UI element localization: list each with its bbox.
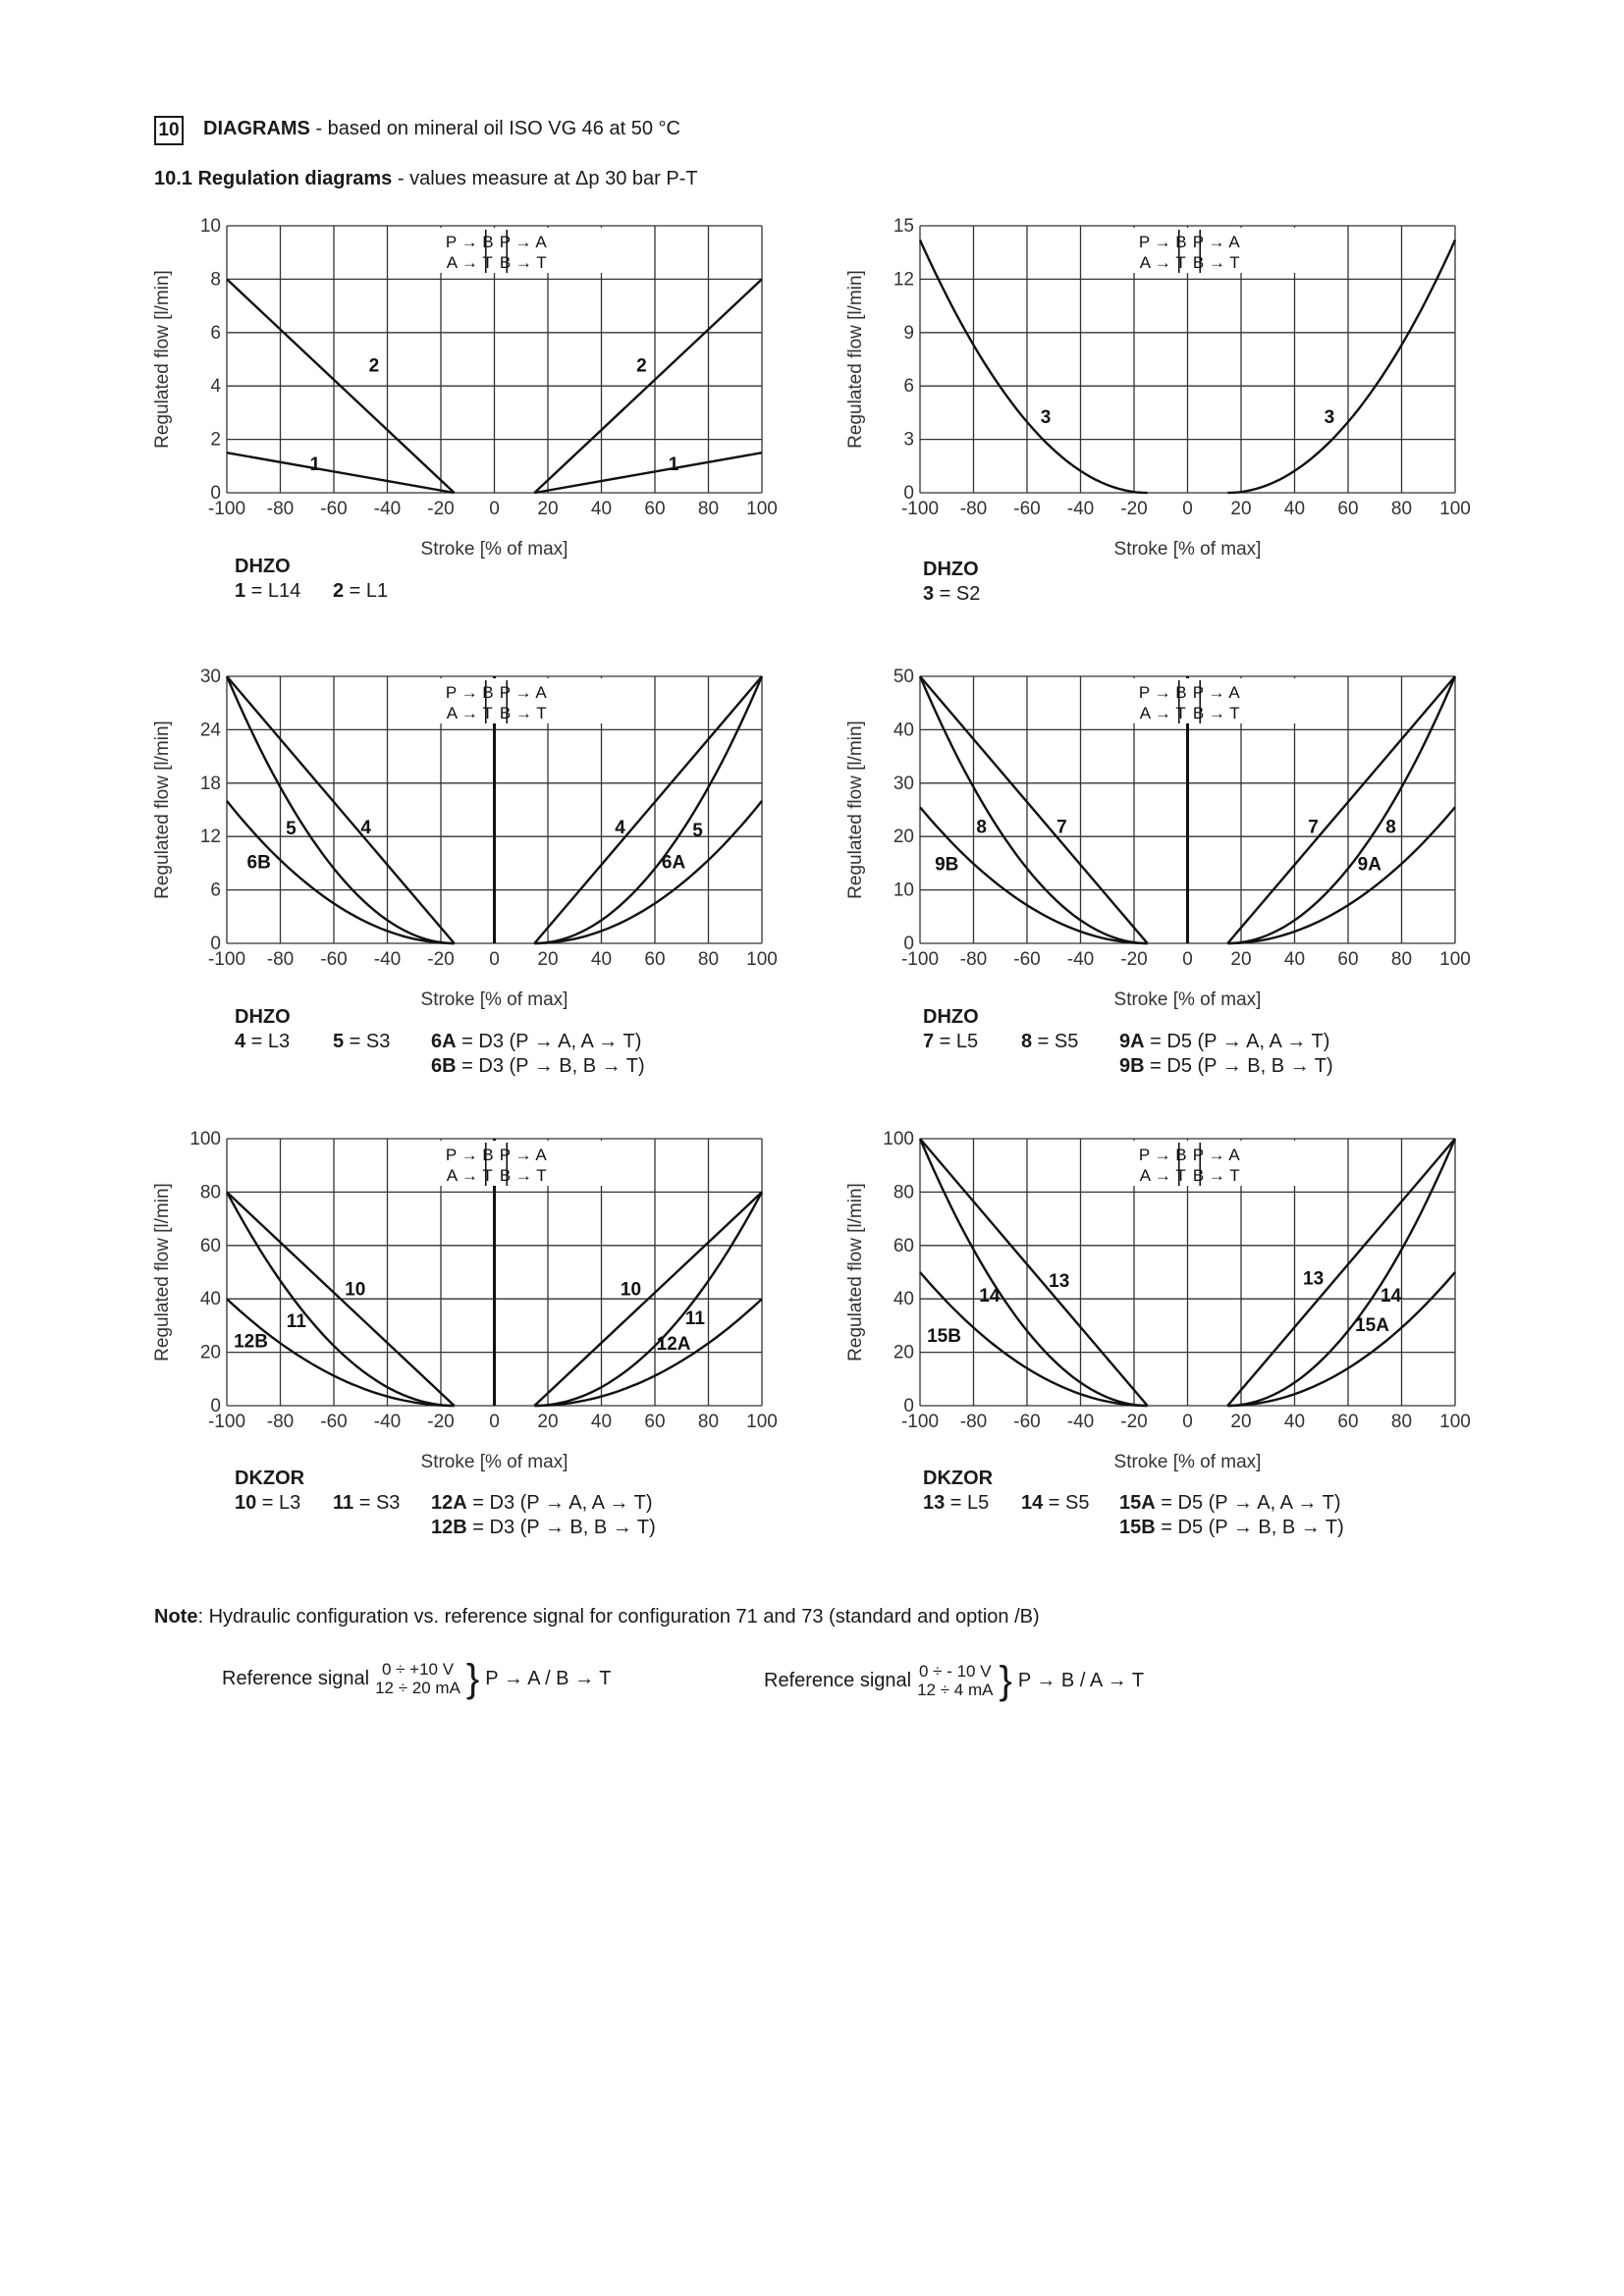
y-axis-label: Regulated flow [l/min]	[152, 721, 173, 899]
x-tick-label: -40	[373, 1412, 402, 1432]
legend-row	[923, 1054, 1333, 1079]
legend-model: DHZO	[923, 1006, 979, 1028]
reference-signal-a-current: 12 ÷ 20 mA	[375, 1679, 460, 1697]
y-axis-label: Regulated flow [l/min]	[845, 270, 866, 449]
section-title	[203, 118, 680, 140]
y-tick-labels	[893, 216, 914, 504]
y-tick-label: 20	[893, 1342, 914, 1363]
y-tick-label: 30	[893, 773, 914, 794]
y-tick-label: 9	[903, 322, 914, 344]
y-tick-labels	[200, 667, 222, 954]
legend-row	[235, 579, 389, 604]
curve-label-7: 7	[1308, 817, 1319, 838]
legend-model: DKZOR	[235, 1468, 305, 1489]
y-tick-labels	[200, 216, 222, 504]
x-tick-label: -40	[1066, 949, 1095, 970]
direction-b-to-t: B → T	[1192, 704, 1240, 722]
x-tick-label: -100	[207, 1412, 246, 1432]
y-tick-label: 12	[199, 827, 221, 848]
x-tick-label: -80	[266, 499, 295, 519]
y-tick-label: 100	[189, 1129, 221, 1149]
regulation-chart-2	[832, 206, 1475, 591]
brace-icon: }	[999, 1659, 1012, 1702]
legend-row	[235, 1491, 653, 1516]
x-tick-label: 0	[489, 1412, 500, 1432]
y-tick-label: 0	[903, 483, 914, 504]
x-tick-label: -100	[900, 1412, 940, 1432]
y-tick-label: 0	[903, 1396, 914, 1416]
x-axis-label: Stroke [% of max]	[420, 539, 568, 560]
direction-a-to-t: A → T	[1139, 253, 1186, 272]
x-tick-label: -80	[266, 1412, 295, 1432]
legend-entry-2: 2 = L1	[333, 580, 389, 602]
curve-label-12A: 12A	[656, 1334, 691, 1356]
y-axis-label: Regulated flow [l/min]	[845, 721, 866, 899]
x-tick-label: 100	[1439, 499, 1471, 519]
x-tick-label: 80	[1390, 499, 1413, 519]
x-axis-label: Stroke [% of max]	[420, 1452, 568, 1472]
y-tick-label: 0	[210, 1396, 221, 1416]
curve-label-2: 2	[368, 355, 380, 377]
curve-label-4: 4	[615, 818, 625, 839]
curve-label-3: 3	[1324, 407, 1335, 429]
legend-entry-12B: 12B = D3 (P → B, B → T)	[431, 1517, 656, 1538]
legend-row	[235, 1030, 642, 1054]
x-tick-label: -60	[1013, 499, 1041, 519]
direction-p-to-a: P → A	[499, 233, 547, 251]
y-tick-label: 50	[893, 667, 914, 687]
legend-row	[235, 1516, 656, 1540]
x-tick-label: 100	[1439, 1412, 1471, 1432]
x-tick-label: 80	[697, 499, 720, 519]
direction-a-to-t: A → T	[1139, 1166, 1186, 1185]
chart-legend-3	[235, 1005, 645, 1079]
x-tick-labels	[901, 949, 1471, 970]
x-tick-label: 40	[1283, 1412, 1306, 1432]
curve-label-6A: 6A	[661, 852, 686, 874]
curve-label-14: 14	[1380, 1286, 1402, 1308]
legend-model: DHZO	[235, 1006, 291, 1028]
y-tick-label: 0	[210, 483, 221, 504]
x-tick-label: 80	[1390, 949, 1413, 970]
y-axis-label: Regulated flow [l/min]	[845, 1183, 866, 1362]
legend-entry-1: 1 = L14	[235, 580, 301, 602]
reference-signal-a	[222, 1659, 611, 1698]
chart-legend-2	[923, 558, 979, 607]
direction-p-to-a: P → A	[499, 1146, 547, 1164]
x-axis-label: Stroke [% of max]	[420, 989, 568, 1010]
y-tick-label: 100	[883, 1129, 914, 1149]
section-title-rest: - based on mineral oil ISO VG 46 at 50 °C	[309, 118, 680, 139]
direction-labels	[1132, 228, 1297, 273]
reference-signal-b-current: 12 ÷ 4 mA	[917, 1681, 994, 1699]
y-tick-label: 6	[210, 322, 221, 344]
chart-legend-4	[923, 1005, 1333, 1079]
x-tick-label: -80	[959, 1412, 988, 1432]
curve-label-5: 5	[692, 820, 703, 841]
x-tick-label: -20	[1120, 1412, 1148, 1432]
legend-entry-9B: 9B = D5 (P → B, B → T)	[1119, 1055, 1333, 1077]
curve-label-12B: 12B	[234, 1331, 268, 1353]
curve-label-5: 5	[286, 819, 297, 840]
direction-b-to-t: B → T	[499, 253, 547, 272]
regulation-chart-6	[832, 1119, 1475, 1504]
legend-entry-11: 11 = S3	[333, 1492, 401, 1514]
x-tick-label: -100	[207, 499, 246, 519]
x-tick-label: -100	[207, 949, 246, 970]
x-tick-labels	[901, 1412, 1471, 1432]
x-axis-label: Stroke [% of max]	[1113, 989, 1262, 1010]
legend-entry-14: 14 = S5	[1021, 1492, 1090, 1514]
y-tick-label: 10	[893, 880, 914, 901]
direction-a-to-t: A → T	[1139, 704, 1186, 722]
x-tick-label: -100	[900, 499, 940, 519]
y-tick-labels	[883, 1129, 914, 1416]
direction-p-to-a: P → A	[1192, 233, 1240, 251]
curve-label-13: 13	[1049, 1271, 1070, 1293]
x-tick-label: -40	[1066, 1412, 1095, 1432]
x-tick-label: 80	[697, 1412, 720, 1432]
chart-legend-6	[923, 1467, 1344, 1540]
direction-b-to-t: B → T	[1192, 253, 1240, 272]
x-tick-label: -40	[373, 499, 402, 519]
direction-a-to-t: A → T	[446, 704, 493, 722]
y-tick-label: 3	[903, 429, 914, 451]
curve-label-10: 10	[345, 1279, 366, 1301]
series-curve-1	[534, 453, 762, 493]
y-tick-label: 15	[893, 216, 914, 237]
x-tick-label: -60	[320, 949, 348, 970]
direction-p-to-b: P → B	[445, 233, 494, 251]
x-tick-label: 60	[1337, 499, 1359, 519]
series-curve-13	[920, 1139, 1148, 1406]
subsection-title-rest: - values measure at Δp 30 bar P-T	[392, 168, 698, 189]
legend-row	[923, 582, 979, 607]
legend-entry-9A: 9A = D5 (P → A, A → T)	[1119, 1031, 1330, 1052]
reference-signal-a-result: P → A / B → T	[485, 1667, 612, 1689]
legend-entry-8: 8 = S5	[1021, 1031, 1079, 1052]
reference-signal-a-range	[375, 1660, 460, 1697]
direction-p-to-a: P → A	[1192, 683, 1240, 702]
y-tick-label: 8	[210, 269, 221, 291]
series-curve-3	[920, 240, 1148, 494]
y-tick-label: 40	[893, 1289, 914, 1310]
x-tick-label: -20	[427, 949, 455, 970]
x-tick-label: 60	[1337, 949, 1359, 970]
section-title-bold: DIAGRAMS	[203, 118, 310, 139]
legend-entry-3: 3 = S2	[923, 583, 981, 605]
direction-p-to-b: P → B	[445, 1146, 494, 1164]
legend-entry-4: 4 = L3	[235, 1031, 291, 1052]
x-tick-label: 20	[537, 1412, 559, 1432]
legend-row	[923, 1516, 1344, 1540]
y-tick-label: 24	[199, 720, 221, 741]
direction-p-to-b: P → B	[1138, 233, 1187, 251]
x-axis-label: Stroke [% of max]	[1113, 539, 1262, 560]
series-curve-6A	[534, 801, 762, 943]
y-axis-label: Regulated flow [l/min]	[152, 270, 173, 449]
y-tick-label: 18	[199, 773, 221, 794]
x-tick-label: 60	[1337, 1412, 1359, 1432]
y-tick-label: 0	[903, 934, 914, 954]
legend-row	[923, 1030, 1330, 1054]
y-tick-label: 0	[210, 934, 221, 954]
y-tick-labels	[189, 1129, 221, 1416]
subsection-title-bold: 10.1 Regulation diagrams	[154, 168, 393, 189]
legend-entry-6A: 6A = D3 (P → A, A → T)	[431, 1031, 642, 1052]
curve-label-8: 8	[976, 817, 987, 838]
x-tick-label: 100	[746, 949, 778, 970]
x-tick-label: 40	[1283, 499, 1306, 519]
y-tick-labels	[893, 667, 914, 954]
x-tick-label: -60	[320, 499, 348, 519]
x-tick-label: -80	[266, 949, 295, 970]
x-tick-label: -40	[373, 949, 402, 970]
y-tick-label: 2	[210, 429, 221, 451]
direction-b-to-t: B → T	[1192, 1166, 1240, 1185]
legend-entry-10: 10 = L3	[235, 1492, 301, 1514]
curve-labels	[927, 1268, 1402, 1346]
section-number: 10	[154, 116, 184, 145]
x-tick-label: 40	[590, 949, 613, 970]
x-tick-label: 40	[590, 1412, 613, 1432]
x-tick-label: 100	[746, 1412, 778, 1432]
x-tick-label: 20	[537, 949, 559, 970]
direction-labels	[439, 1141, 604, 1186]
x-tick-label: 0	[1182, 949, 1193, 970]
legend-entry-5: 5 = S3	[333, 1031, 391, 1052]
note-text: : Hydraulic configuration vs. reference signal for configuration 71 and 73 (standard and option /B)	[197, 1606, 1040, 1628]
x-tick-labels	[208, 499, 778, 519]
x-tick-label: 40	[1283, 949, 1306, 970]
x-tick-label: -20	[427, 1412, 455, 1432]
direction-p-to-b: P → B	[1138, 683, 1187, 702]
y-tick-label: 6	[210, 880, 221, 901]
reference-signal-a-voltage: 0 ÷ +10 V	[381, 1660, 455, 1679]
curve-label-13: 13	[1303, 1268, 1325, 1290]
legend-entry-12A: 12A = D3 (P → A, A → T)	[431, 1492, 653, 1514]
y-axis-label: Regulated flow [l/min]	[152, 1183, 173, 1362]
direction-p-to-b: P → B	[445, 683, 494, 702]
regulation-chart-3	[138, 657, 782, 1041]
curve-label-11: 11	[684, 1308, 705, 1330]
chart-legend-5	[235, 1467, 656, 1540]
curve-label-8: 8	[1385, 817, 1396, 838]
y-tick-label: 80	[893, 1182, 914, 1203]
y-tick-label: 60	[893, 1235, 914, 1256]
y-tick-label: 80	[199, 1182, 221, 1203]
regulation-chart-5	[138, 1119, 782, 1504]
reference-signal-b-result: P → B / A → T	[1017, 1669, 1145, 1691]
x-tick-label: 20	[1230, 1412, 1252, 1432]
y-tick-label: 30	[199, 667, 221, 687]
y-tick-label: 6	[903, 376, 914, 398]
x-tick-label: -20	[1120, 949, 1148, 970]
x-tick-label: 0	[1182, 499, 1193, 519]
direction-a-to-t: A → T	[446, 253, 493, 272]
x-tick-label: -20	[427, 499, 455, 519]
x-tick-labels	[901, 499, 1471, 519]
note-label: Note	[154, 1606, 198, 1628]
series-curve-7	[920, 676, 1148, 943]
x-tick-label: 0	[1182, 1412, 1193, 1432]
curve-label-2: 2	[636, 355, 647, 377]
series-curve-4	[227, 676, 455, 943]
curve-label-1: 1	[309, 454, 321, 476]
reference-signal-b-voltage: 0 ÷ - 10 V	[918, 1662, 992, 1681]
x-tick-label: 60	[644, 499, 666, 519]
direction-labels	[439, 678, 604, 723]
y-tick-label: 40	[893, 720, 914, 741]
x-tick-labels	[208, 949, 778, 970]
y-tick-label: 12	[893, 269, 914, 291]
legend-entry-15A: 15A = D5 (P → A, A → T)	[1119, 1492, 1341, 1514]
curve-label-3: 3	[1040, 407, 1052, 429]
direction-p-to-a: P → A	[499, 683, 547, 702]
x-tick-label: 100	[1439, 949, 1471, 970]
x-tick-label: -40	[1066, 499, 1095, 519]
curve-label-14: 14	[979, 1286, 1001, 1308]
x-tick-label: -60	[320, 1412, 348, 1432]
y-tick-label: 40	[199, 1289, 221, 1310]
legend-entry-15B: 15B = D5 (P → B, B → T)	[1119, 1517, 1344, 1538]
reference-signal-b-range	[917, 1662, 993, 1699]
x-tick-label: -60	[1013, 949, 1041, 970]
y-tick-label: 4	[210, 376, 221, 398]
curve-label-11: 11	[286, 1310, 306, 1332]
brace-icon: }	[465, 1657, 480, 1700]
x-tick-label: -100	[900, 949, 940, 970]
regulation-chart-4	[832, 657, 1475, 1041]
x-tick-label: 60	[644, 949, 666, 970]
x-tick-label: 20	[1230, 949, 1252, 970]
reference-signal-b-label: Reference signal	[764, 1669, 912, 1691]
x-tick-label: 20	[1230, 499, 1252, 519]
y-tick-label: 60	[199, 1235, 221, 1256]
x-tick-label: 80	[1390, 1412, 1413, 1432]
legend-entry-13: 13 = L5	[923, 1492, 990, 1514]
x-tick-label: -60	[1013, 1412, 1041, 1432]
x-tick-label: 0	[489, 949, 500, 970]
x-tick-label: 20	[537, 499, 559, 519]
curve-label-9B: 9B	[935, 854, 959, 876]
x-axis-label: Stroke [% of max]	[1113, 1452, 1262, 1472]
regulation-chart-1	[138, 206, 782, 591]
x-tick-label: -20	[1120, 499, 1148, 519]
x-tick-labels	[208, 1412, 778, 1432]
x-tick-label: 100	[746, 499, 778, 519]
curve-label-15A: 15A	[1355, 1315, 1389, 1337]
direction-a-to-t: A → T	[446, 1166, 493, 1185]
x-tick-label: -80	[959, 949, 988, 970]
direction-b-to-t: B → T	[499, 1166, 547, 1185]
legend-model: DHZO	[923, 559, 979, 580]
legend-model: DKZOR	[923, 1468, 994, 1489]
series-curve-1	[227, 453, 455, 493]
curve-label-4: 4	[360, 818, 371, 839]
curve-label-6B: 6B	[246, 852, 271, 874]
curve-label-10: 10	[620, 1279, 642, 1301]
legend-entry-6B: 6B = D3 (P → B, B → T)	[431, 1055, 645, 1077]
curve-label-9A: 9A	[1357, 854, 1381, 876]
note	[154, 1606, 1040, 1629]
direction-labels	[1132, 1141, 1297, 1186]
direction-p-to-b: P → B	[1138, 1146, 1187, 1164]
x-tick-label: 40	[590, 499, 613, 519]
reference-signal-a-label: Reference signal	[222, 1667, 370, 1689]
x-tick-label: -80	[959, 499, 988, 519]
legend-model: DHZO	[235, 556, 291, 577]
legend-entry-7: 7 = L5	[923, 1031, 979, 1052]
direction-labels	[439, 228, 604, 273]
reference-signal-b	[764, 1661, 1144, 1700]
x-tick-label: 80	[697, 949, 720, 970]
curve-label-7: 7	[1056, 817, 1067, 838]
y-tick-label: 20	[893, 827, 914, 848]
subsection-title	[154, 168, 698, 190]
curve-labels	[234, 1279, 705, 1355]
direction-labels	[1132, 678, 1297, 723]
direction-b-to-t: B → T	[499, 704, 547, 722]
curve-label-1: 1	[668, 454, 679, 476]
curve-label-15B: 15B	[927, 1325, 961, 1347]
y-tick-label: 20	[199, 1342, 221, 1363]
chart-legend-1	[235, 555, 389, 604]
direction-p-to-a: P → A	[1192, 1146, 1240, 1164]
x-tick-label: 0	[489, 499, 500, 519]
x-tick-label: 60	[644, 1412, 666, 1432]
series-curve-3	[1227, 240, 1455, 494]
legend-row	[235, 1054, 645, 1079]
y-tick-label: 10	[199, 216, 221, 237]
legend-row	[923, 1491, 1341, 1516]
